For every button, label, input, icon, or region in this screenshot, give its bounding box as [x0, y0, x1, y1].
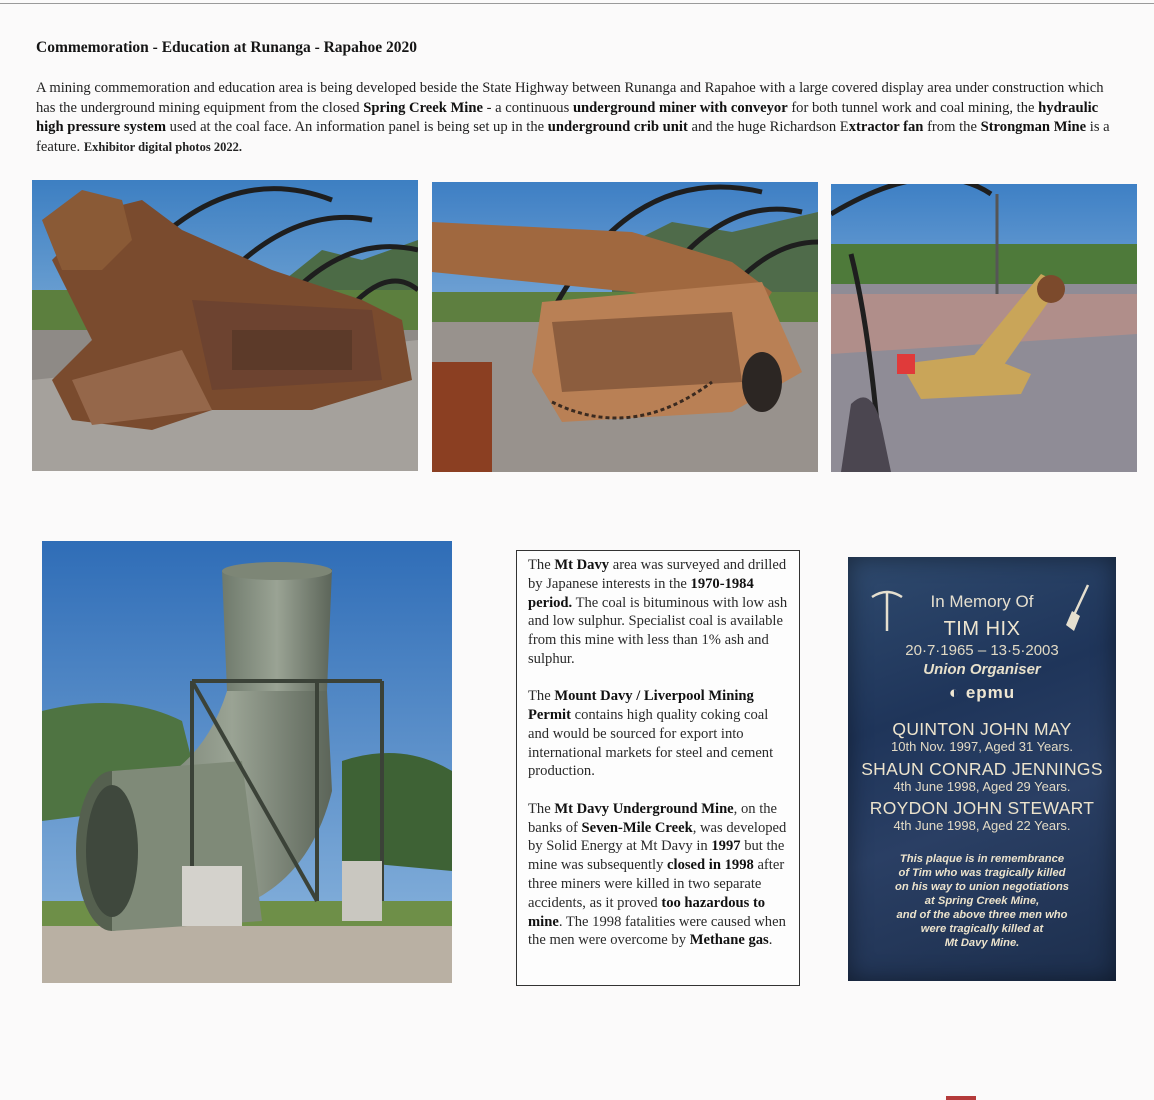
- info-box: [516, 550, 800, 986]
- info-text: , on the banks of: [528, 800, 778, 836]
- info-text: , was developed by Solid Energy at Mt Davy in: [528, 819, 787, 855]
- info-text: The: [528, 800, 555, 817]
- info-text: contains high quality coking coal and would be sourced for export into international markets for steel and cement production.: [528, 707, 774, 780]
- info-paragraph: [528, 800, 791, 950]
- plaque-date: 4th June 1998, Aged 22 Years.: [893, 818, 1071, 833]
- info-text: . The 1998 fatalities were caused when the men were overcome by: [528, 913, 786, 949]
- plaque-dates: 20·7·1965 – 13·5·2003: [905, 642, 1059, 659]
- plaque-name: QUINTON JOHN MAY: [892, 719, 1072, 739]
- union-logo: ◐ epmu: [948, 683, 1016, 702]
- plaque-name: ROYDON JOHN STEWART: [869, 798, 1095, 818]
- info-bold: Mt Davy: [554, 557, 610, 573]
- intro-bold: Strongman Mine: [980, 119, 1087, 135]
- info-text: after three miners were killed in two separate accidents, as it proved: [528, 857, 785, 911]
- intro-text: from the: [923, 119, 981, 135]
- intro-paragraph: [36, 79, 1116, 157]
- info-bold: too hazardous to mine: [528, 894, 766, 930]
- top-rule: [0, 3, 1154, 4]
- union-logo-text: epmu: [965, 683, 1016, 702]
- intro-bold: xtractor fan: [848, 119, 924, 135]
- intro-bold: Spring Creek Mine: [363, 99, 483, 116]
- memorial-plaque: [848, 557, 1116, 981]
- plaque-text-line: and of the above three men who: [896, 909, 1068, 921]
- info-bold: Methane gas: [689, 932, 769, 949]
- plaque-text-line: of Tim who was tragically killed: [898, 867, 1066, 879]
- info-paragraph: [528, 556, 791, 669]
- intro-text: and the huge Richardson E: [687, 119, 849, 135]
- plaque-text-line: were tragically killed at: [920, 923, 1044, 935]
- photo-credit: Exhibitor digital photos 2022.: [83, 139, 242, 154]
- info-bold: Mount Davy / Liverpool Mining Permit: [528, 688, 754, 724]
- info-text: area was surveyed and drilled by Japanese interests in the: [528, 557, 787, 592]
- intro-text: - a continuous: [482, 99, 573, 116]
- intro-bold: underground crib unit: [547, 119, 688, 135]
- plaque-text-line: at Spring Creek Mine,: [924, 895, 1040, 907]
- info-text: The coal is bituminous with low ash and low sulphur. Specialist coal is available from this mine with less than 1% ash and sulphur.: [528, 594, 788, 667]
- footer-mark: [946, 1096, 976, 1100]
- plaque-date: 4th June 1998, Aged 29 Years.: [893, 779, 1071, 794]
- info-text: .: [768, 932, 773, 949]
- plaque-name: TIM HIX: [943, 618, 1021, 640]
- plaque-date: 10th Nov. 1997, Aged 31 Years.: [891, 739, 1073, 754]
- info-text: The: [528, 557, 555, 573]
- info-paragraph: [528, 687, 791, 781]
- intro-bold: hydraulic high pressure system: [36, 99, 1099, 135]
- info-text: The: [528, 688, 555, 705]
- plaque-text-line: on his way to union negotiations: [894, 881, 1070, 893]
- plaque-text-line: Mt Davy Mine.: [944, 937, 1020, 949]
- conveyor-machine-photo: [432, 182, 818, 472]
- intro-text: used at the coal face. An information panel is being set up in the: [166, 119, 548, 135]
- info-bold: 1970-1984 period.: [528, 575, 754, 611]
- extractor-fan-photo: [42, 541, 452, 983]
- plaque-heading: In Memory Of: [930, 592, 1034, 611]
- info-text: but the mine was subsequently: [528, 838, 785, 874]
- intro-text: is a feature.: [36, 119, 1110, 155]
- plaque-role: Union Organiser: [923, 661, 1041, 678]
- plaque-text-line: This plaque is in remembrance: [899, 853, 1065, 865]
- intro-text: A mining commemoration and education area is being developed beside the State Highway between Runanga and Rapahoe with a large covered display area under construction which has the underground mining equipment from the closed: [36, 80, 1104, 116]
- info-bold: closed in 1998: [667, 857, 754, 874]
- intro-bold: underground miner with conveyor: [572, 99, 788, 116]
- hydraulic-system-photo: [831, 184, 1137, 472]
- intro-text: for both tunnel work and coal mining, the: [787, 99, 1039, 116]
- plaque-name: SHAUN CONRAD JENNINGS: [861, 759, 1103, 779]
- continuous-miner-photo: [32, 180, 418, 471]
- info-bold: Seven-Mile Creek: [581, 819, 693, 836]
- info-bold: Mt Davy Underground Mine: [554, 800, 734, 817]
- page-title: Commemoration - Education at Runanga - Rapahoe 2020: [36, 39, 418, 56]
- info-bold: 1997: [711, 838, 741, 855]
